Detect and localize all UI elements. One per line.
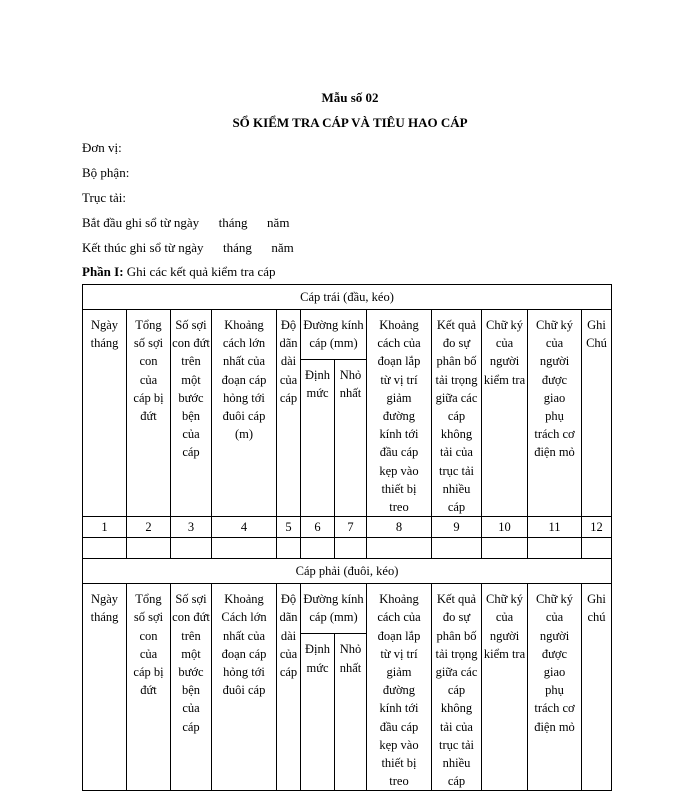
- header-line: Số sợi: [175, 592, 207, 607]
- header-elongation: [277, 584, 301, 791]
- header-line: trên: [181, 628, 201, 643]
- header-line: của: [279, 372, 298, 387]
- header-line: người: [539, 354, 570, 369]
- column-number: 2: [127, 517, 171, 538]
- header-notes: [582, 584, 612, 791]
- column-number: 9: [432, 517, 482, 538]
- header-line: hỏng tới: [223, 665, 265, 680]
- header-line: số sợi: [133, 610, 164, 625]
- header-line: Ghi: [587, 318, 606, 332]
- header-line: đuôi cáp: [222, 683, 266, 698]
- header-line: Cách lớn: [221, 610, 267, 625]
- header-line: treo: [389, 500, 409, 515]
- column-number: 4: [212, 517, 277, 538]
- header-line: đứt: [140, 409, 157, 424]
- header-line: Ngày: [90, 318, 119, 332]
- header-load-distribution: [432, 584, 482, 791]
- header-line: của: [139, 372, 158, 387]
- header-line: số sợi: [133, 336, 164, 351]
- header-inspector-signature: [482, 584, 528, 791]
- header-line: cáp: [182, 719, 200, 734]
- header-line: dãn: [279, 336, 298, 351]
- header-line: con đứt: [172, 610, 210, 625]
- part1-text: Ghi các kết quả kiểm tra cáp: [126, 264, 276, 279]
- header-supervisor-signature: [528, 310, 582, 517]
- column-number: 7: [335, 517, 367, 538]
- header-diameter-min: [335, 360, 367, 517]
- column-number: 1: [83, 517, 127, 538]
- header-broken-wires-per-lay: [171, 310, 212, 517]
- header-line: nhiều: [442, 481, 471, 496]
- left-cable-section-title: Cáp trái (đầu, kéo): [83, 285, 612, 310]
- header-line: người: [489, 628, 520, 643]
- header-line: không: [440, 427, 473, 442]
- header-elongation: [277, 310, 301, 517]
- header-line: bước: [178, 390, 204, 405]
- header-line: đuôi cáp: [222, 409, 266, 424]
- header-max-distance: [212, 584, 277, 791]
- header-line: kẹp vào: [379, 737, 419, 752]
- header-line: giữa các: [435, 390, 478, 405]
- header-line: đường: [382, 409, 416, 424]
- header-line: trục tải: [438, 463, 475, 478]
- header-line: bước: [178, 665, 204, 680]
- header-line: trên: [181, 354, 201, 369]
- header-line: của: [279, 646, 298, 661]
- header-line: tải trọng: [435, 372, 478, 387]
- header-line: tải trọng: [435, 646, 478, 661]
- header-line: đứt: [140, 683, 157, 698]
- header-line: con: [139, 628, 158, 643]
- header-line: đoạn lắp: [377, 628, 421, 643]
- header-line: điện mỏ: [534, 445, 575, 460]
- header-line: cáp bị: [133, 665, 164, 680]
- header-max-distance: [212, 310, 277, 517]
- form-title: SỔ KIỂM TRA CÁP VÀ TIÊU HAO CÁP: [232, 115, 468, 130]
- part1-heading: [82, 264, 276, 280]
- header-line: Định: [305, 642, 330, 657]
- header-line: đoạn cáp: [221, 646, 267, 661]
- header-cable-diameter: [301, 584, 367, 634]
- right-cable-section-title: Cáp phải (đuôi, kéo): [83, 559, 612, 584]
- header-line: bện của: [181, 409, 201, 442]
- header-line: nhiều: [442, 756, 471, 771]
- header-line: Độ: [280, 318, 297, 332]
- form-code: Mẫu số 02: [321, 90, 379, 105]
- header-line: cáp: [447, 409, 466, 424]
- header-line: từ vị trí: [380, 372, 418, 387]
- header-line: mức: [306, 660, 329, 675]
- header-line: Tổng: [135, 318, 162, 332]
- header-line: kiểm tra: [483, 372, 526, 387]
- header-line: cáp: [447, 774, 466, 789]
- header-line: Đường kính: [303, 318, 364, 332]
- header-line: đoạn cáp: [221, 372, 267, 387]
- header-diameter-min: [335, 634, 367, 791]
- empty-data-row: [83, 538, 612, 559]
- header-cable-diameter: [301, 310, 367, 360]
- header-line: treo: [389, 774, 409, 789]
- header-date: [83, 310, 127, 517]
- header-line: giữa các: [435, 665, 478, 680]
- header-line: đầu cáp: [379, 445, 419, 460]
- header-line: đầu cáp: [379, 719, 419, 734]
- part1-label: Phần I:: [82, 264, 124, 279]
- header-line: Chú: [586, 336, 607, 351]
- header-line: của: [545, 336, 564, 351]
- header-line: thiết bị: [381, 756, 417, 771]
- column-number: 5: [277, 517, 301, 538]
- header-line: Ghi: [587, 592, 606, 607]
- header-line: Khoảng: [379, 592, 419, 607]
- header-line: Ngày: [90, 592, 119, 607]
- header-line: giảm: [386, 390, 412, 405]
- column-number: 12: [582, 517, 612, 538]
- header-line: bện của: [181, 683, 201, 716]
- header-line: Khoảng: [379, 318, 419, 332]
- header-line: cáp: [447, 683, 466, 698]
- header-line: cáp (mm): [309, 610, 358, 625]
- header-line: Chữ ký: [486, 318, 523, 332]
- header-line: tháng: [90, 336, 119, 351]
- header-line: con: [139, 354, 158, 369]
- header-line: phân bố: [436, 354, 477, 369]
- header-line: kiểm tra: [483, 646, 526, 661]
- header-line: mức: [306, 386, 329, 401]
- header-line: Độ: [280, 592, 297, 607]
- column-numbers-row: [83, 517, 612, 538]
- header-total-broken-wires: [127, 584, 171, 791]
- header-line: người: [489, 354, 520, 369]
- header-line: tải của: [440, 445, 473, 460]
- header-line: Số sợi: [175, 318, 207, 332]
- header-line: Chữ ký: [536, 592, 573, 607]
- header-line: Đường kính: [303, 592, 364, 607]
- header-line: con đứt: [172, 336, 210, 351]
- header-line: Nhỏ: [339, 642, 362, 657]
- header-line: trách cơ: [534, 427, 575, 442]
- header-total-broken-wires: [127, 310, 171, 517]
- header-line: hỏng tới: [223, 390, 265, 405]
- header-line: Kết quả: [436, 318, 477, 332]
- header-line: trách cơ: [534, 701, 575, 716]
- header-diameter-nominal: [301, 360, 335, 517]
- header-line: cáp (mm): [309, 336, 358, 351]
- header-line: cách của: [377, 610, 421, 625]
- header-line: nhất của: [223, 354, 265, 369]
- header-splice-distance: [367, 310, 432, 517]
- header-line: điện mỏ: [534, 719, 575, 734]
- header-line: tháng: [90, 610, 119, 625]
- header-line: nhất của: [223, 628, 265, 643]
- header-line: Nhỏ: [339, 368, 362, 383]
- header-line: (m): [234, 427, 254, 442]
- start-date-field: Bắt đầu ghi sổ từ ngày tháng năm: [82, 215, 290, 230]
- header-line: Khoảng: [224, 318, 264, 332]
- header-line: kính tới: [379, 701, 419, 716]
- header-line: trục tải: [438, 737, 475, 752]
- header-line: của: [495, 336, 514, 351]
- header-line: của: [139, 646, 158, 661]
- header-line: cách lớn: [222, 336, 266, 351]
- header-diameter-nominal: [301, 634, 335, 791]
- header-line: kẹp vào: [379, 463, 419, 478]
- header-broken-wires-per-lay: [171, 584, 212, 791]
- header-line: cách của: [377, 336, 421, 351]
- header-line: cáp: [447, 500, 466, 515]
- header-date: [83, 584, 127, 791]
- unit-field: Đơn vị:: [82, 140, 122, 155]
- header-line: giao: [543, 390, 566, 405]
- header-line: tải của: [440, 719, 473, 734]
- column-number: 11: [528, 517, 582, 538]
- department-field: Bộ phận:: [82, 165, 130, 180]
- header-line: Định: [305, 368, 330, 383]
- header-line: kính tới: [379, 427, 419, 442]
- header-line: cáp: [279, 665, 298, 680]
- header-load-distribution: [432, 310, 482, 517]
- shaft-field: Trục tải:: [82, 190, 126, 205]
- header-splice-distance: [367, 584, 432, 791]
- header-line: giảm: [386, 665, 412, 680]
- header-line: Khoảng: [224, 592, 264, 607]
- header-line: Tổng: [135, 592, 162, 607]
- header-notes: [582, 310, 612, 517]
- header-line: được: [541, 372, 568, 387]
- header-line: phân bố: [436, 628, 477, 643]
- header-line: giao: [543, 665, 566, 680]
- column-number: 8: [367, 517, 432, 538]
- header-line: cáp: [182, 445, 200, 460]
- header-line: người: [539, 628, 570, 643]
- header-line: cáp: [279, 390, 298, 405]
- header-line: đoạn lắp: [377, 354, 421, 369]
- column-number: 6: [301, 517, 335, 538]
- header-line: một: [181, 646, 201, 661]
- header-line: Chữ ký: [486, 592, 523, 607]
- header-line: một: [181, 372, 201, 387]
- header-line: chú: [587, 610, 606, 625]
- header-line: nhất: [339, 660, 362, 675]
- header-line: đo sự: [442, 610, 471, 625]
- header-line: thiết bị: [381, 481, 417, 496]
- header-line: nhất: [339, 386, 362, 401]
- header-line: dãn: [279, 610, 298, 625]
- header-line: Kết quả: [436, 592, 477, 607]
- header-line: dài: [280, 354, 297, 369]
- header-inspector-signature: [482, 310, 528, 517]
- header-line: cáp bị: [133, 390, 164, 405]
- header-line: phụ: [545, 683, 564, 698]
- header-line: Chữ ký: [536, 318, 573, 332]
- end-date-field: Kết thúc ghi sổ từ ngày tháng năm: [82, 240, 294, 255]
- header-line: từ vị trí: [380, 646, 418, 661]
- header-line: được: [541, 646, 568, 661]
- header-line: đo sự: [442, 336, 471, 351]
- header-supervisor-signature: [528, 584, 582, 791]
- header-line: không: [440, 701, 473, 716]
- column-number: 10: [482, 517, 528, 538]
- header-line: phụ: [545, 409, 564, 424]
- header-line: của: [545, 610, 564, 625]
- header-line: dài: [280, 628, 297, 643]
- column-number: 3: [171, 517, 212, 538]
- header-line: của: [495, 610, 514, 625]
- cable-inspection-table: [82, 284, 612, 791]
- header-line: đường: [382, 683, 416, 698]
